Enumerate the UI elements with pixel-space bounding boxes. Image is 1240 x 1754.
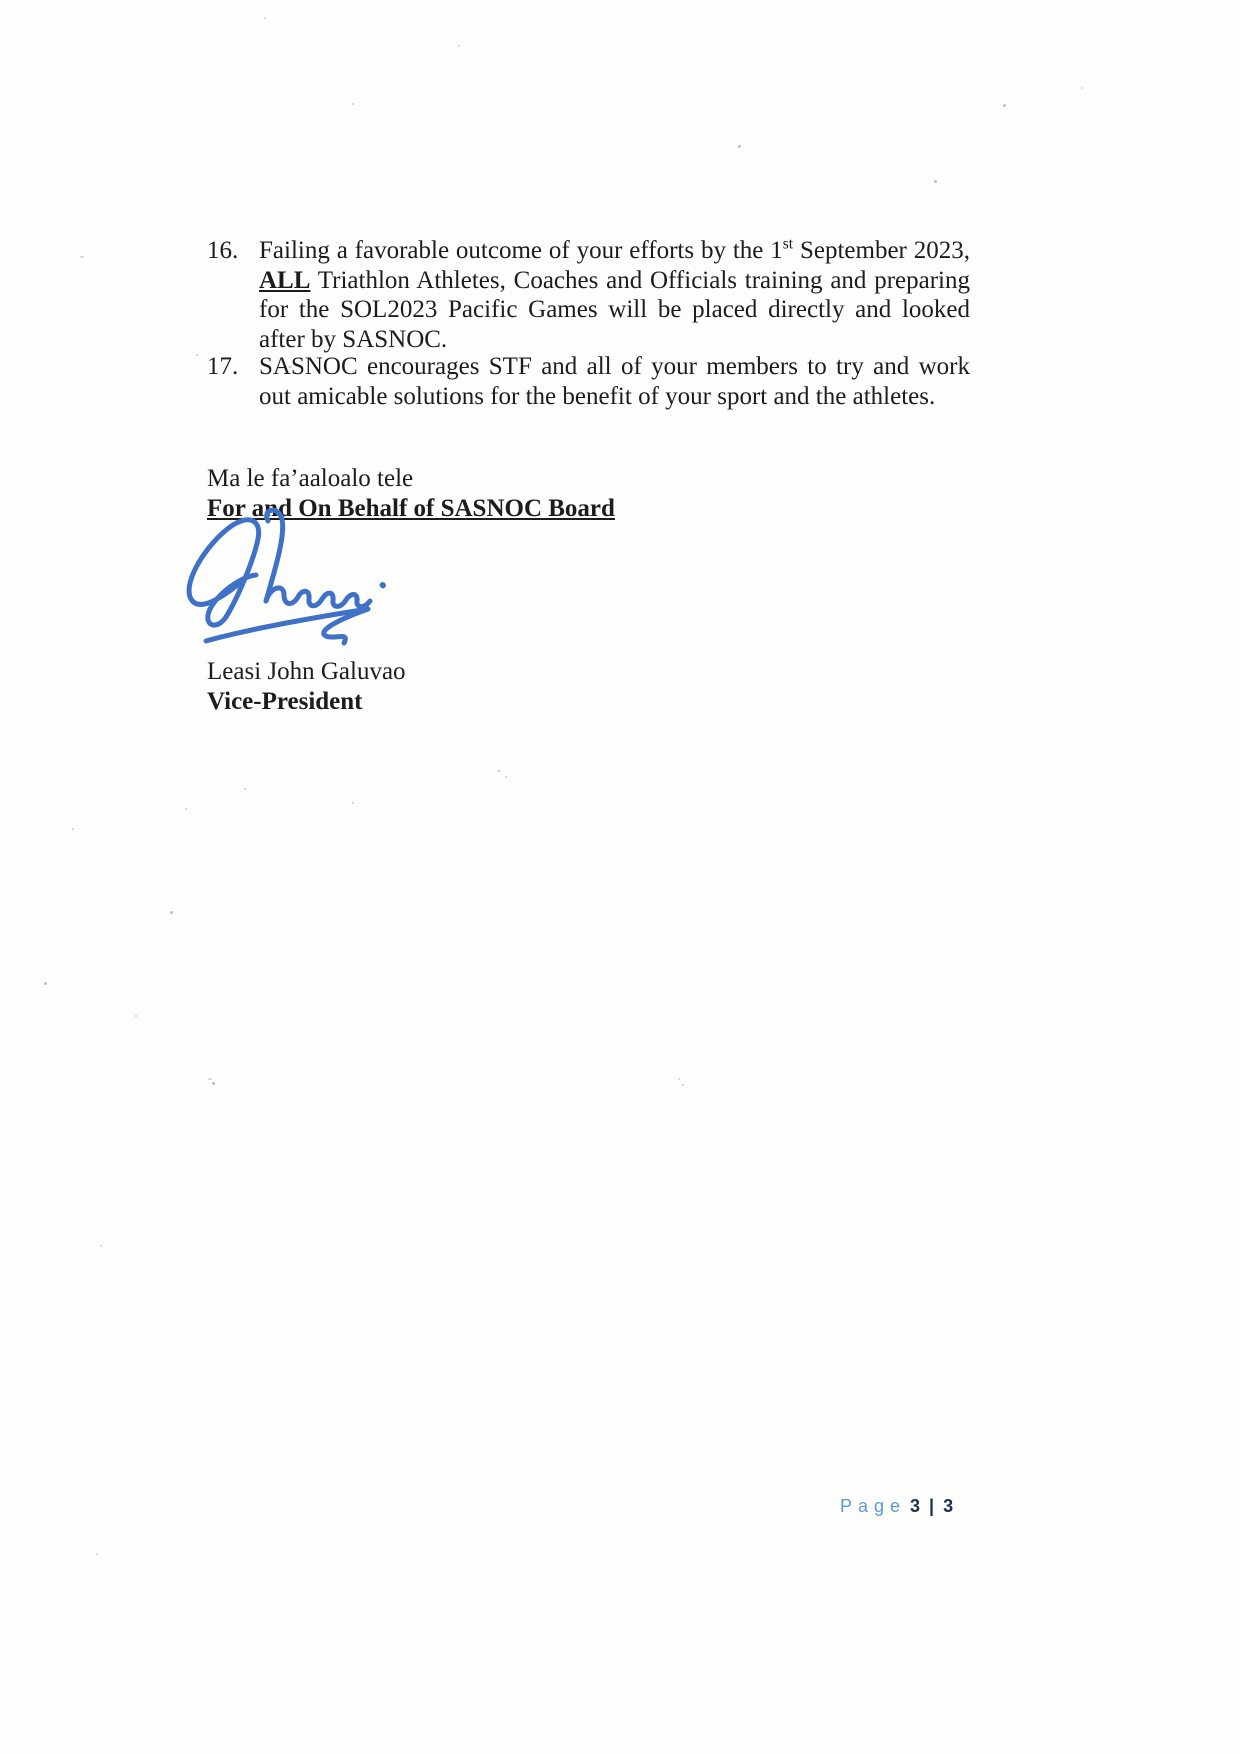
signer-title: Vice-President xyxy=(207,688,363,715)
page-footer xyxy=(840,1496,1060,1517)
scan-speck xyxy=(72,828,74,830)
scan-speck xyxy=(135,1015,137,1017)
scan-speck xyxy=(505,776,507,778)
scan-speck xyxy=(100,1245,102,1247)
scan-speck xyxy=(352,802,354,804)
paragraph-16-part1: Failing a favorable outcome of your efforts by the 1 xyxy=(259,237,783,264)
scan-speck xyxy=(458,45,460,47)
scan-speck xyxy=(352,103,354,105)
paragraph-16-part2: September 2023, xyxy=(793,237,970,264)
ordinal-superscript: st xyxy=(782,235,794,253)
scan-speck xyxy=(738,145,741,148)
page-footer-number: 3 | 3 xyxy=(910,1496,956,1516)
closing-on-behalf: For and On Behalf of SASNOC Board xyxy=(207,494,615,522)
signer-block xyxy=(207,657,406,717)
scan-speck xyxy=(600,398,602,400)
scan-speck xyxy=(196,354,198,356)
scan-speck xyxy=(44,982,47,985)
scan-speck xyxy=(80,256,84,258)
paragraph-17 xyxy=(207,352,970,411)
scan-speck xyxy=(678,1078,680,1080)
handwritten-signature xyxy=(178,505,408,655)
scan-speck xyxy=(288,366,292,368)
paragraph-17-text: SASNOC encourages STF and all of your members to try and work out amicable solutions for the benefit of your sport and the athletes. xyxy=(259,353,970,410)
scan-speck xyxy=(1003,104,1006,107)
signer-name: Leasi John Galuvao xyxy=(207,658,406,685)
signature-ink-icon xyxy=(178,505,408,655)
paragraph-16-text xyxy=(259,236,970,354)
scan-speck xyxy=(96,1553,98,1555)
scan-speck xyxy=(185,808,187,810)
scan-speck xyxy=(170,911,173,914)
paragraph-16-emphasis: ALL xyxy=(259,266,311,294)
scan-speck xyxy=(682,1084,684,1086)
page-footer-label: Page xyxy=(840,1496,907,1516)
paragraph-16-part3: Triathlon Athletes, Coaches and Officials training and preparing for the SOL2023 Pacific Games will be placed directly and looked after by SASNOC. xyxy=(259,266,970,353)
scan-speck xyxy=(497,770,501,772)
paragraph-16-number: 16. xyxy=(207,237,239,264)
scan-speck xyxy=(244,788,246,790)
paragraph-17-number: 17. xyxy=(207,353,239,380)
scan-speck xyxy=(264,17,266,19)
paragraph-16 xyxy=(207,236,970,354)
scan-speck xyxy=(212,1082,215,1085)
scan-speck xyxy=(1081,87,1083,89)
scan-speck xyxy=(208,1078,212,1080)
closing-salutation: Ma le fa’aaloalo tele xyxy=(207,465,414,492)
scan-speck xyxy=(934,180,937,183)
